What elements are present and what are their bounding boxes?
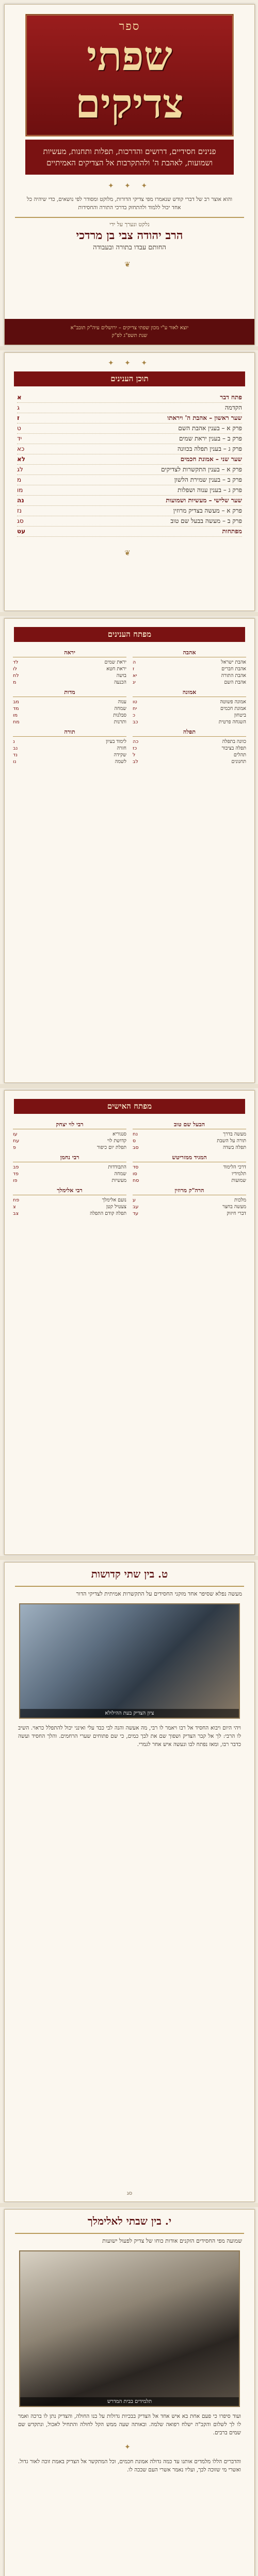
index-entry: תלמידיו סו <box>133 1171 246 1177</box>
toc-row: פרק ב – בענין יראת שמים יד <box>17 434 242 444</box>
page-gap <box>0 612 258 616</box>
index-group-head: יראה <box>13 649 126 657</box>
index-entry: ענוה מב <box>13 699 126 705</box>
toc-row: שער שני – אמונת חכמים לא <box>17 454 242 465</box>
divider <box>15 2233 244 2234</box>
index-entry: דרכי הלימוד סד <box>133 1164 246 1170</box>
index-entry: נועם אלימלך פח <box>13 1197 126 1203</box>
article-subtitle: מעשה נפלא שסיפר אחד מזקני החסידים על התקשרות אמיתית לצדיקי הדור <box>76 1590 242 1597</box>
index-entry: אהבת השם יג <box>133 680 246 685</box>
index-heading-1: מפתח הענינים <box>14 627 245 642</box>
title-box <box>25 14 234 137</box>
index-entry: אמונה פשוטה טו <box>133 699 246 705</box>
index-entry: דברי חיזוק עד <box>133 1211 246 1216</box>
toc-row: הקדמה ג <box>17 403 242 413</box>
index-entry: יראת שמים לד <box>13 659 126 665</box>
ornament-divider-2: ❦ <box>124 261 135 269</box>
index-right-column <box>133 646 246 765</box>
index-entry: תחנונים לב <box>133 759 246 765</box>
subtitle: פנינים חסידיים, דרושים והדרכות, תפלות ותחנות, מעשיות ושמועות, לאהבת ה' ולהתקרבות אל הצדיקים האמיתיים <box>43 147 216 167</box>
index-columns <box>13 1118 246 1217</box>
ornament-top: ✦ ✦ ✦ <box>107 359 152 367</box>
index-entry: אמונת חכמים יח <box>133 706 246 711</box>
cover-page <box>4 4 255 345</box>
index-left-column <box>13 646 126 765</box>
index-entry: תורה על השבת ס <box>133 1138 246 1144</box>
article-body-continued: והדברים הללו מלמדים אותנו עד כמה גדולה אמונת חכמים, וכל המתקשר אל הצדיק באמת זוכה לאור גדול. ואשרי מי שזוכה לכך, ועליו נאמר אשרי העם שככה לו. <box>18 2459 241 2473</box>
divider <box>15 1586 244 1587</box>
toc-row: פרק ב – בענין שמירת הלשון מ <box>17 475 242 485</box>
index-entry: שקידה נד <box>13 752 126 758</box>
index-group-head: רבי אלימלך <box>13 1187 126 1195</box>
index-entry: שמחה מד <box>13 706 126 711</box>
divider <box>15 217 244 218</box>
article-photo <box>19 1603 240 1719</box>
ornament-divider: ✦ ✦ ✦ <box>107 182 152 190</box>
index-columns <box>13 646 246 765</box>
article-title: י. בין שבתי לאלימלך <box>87 2215 172 2227</box>
index-heading-2: מפתח האישים <box>14 1099 245 1114</box>
page-gap <box>0 2203 258 2207</box>
index-group-head: המגיד ממזריטש <box>133 1154 246 1162</box>
toc-row: שער שלישי – מעשיות ושמועות נה <box>17 496 242 506</box>
index-right-column <box>133 1118 246 1217</box>
index-entry: השגחה פרטית כב <box>133 719 246 725</box>
index-group-head: רבי לוי יצחק <box>13 1121 126 1129</box>
toc-list <box>5 393 254 537</box>
index-entry: הכנעה מ <box>13 680 126 685</box>
index-group-head: הרה"ק מרוזין <box>133 1187 246 1195</box>
title-line-2: צדיקים <box>75 80 184 127</box>
index-entry: התבודדות פב <box>13 1164 126 1170</box>
toc-heading: תוכן הענינים <box>14 371 245 386</box>
index-group-head: תורה <box>13 728 126 737</box>
toc-row: פתח דבר א <box>17 393 242 403</box>
ornament-divider: ✦ <box>124 2443 135 2451</box>
index-entry: בושה לח <box>13 673 126 679</box>
page-gap <box>0 1556 258 1560</box>
description: והוא אוצר רב של דברי קודש שנאמרו מפי צדיקי הדורות, מלוקט ומסודר לפי נושאים, כדי שיהיה כל אחד יכול ללמוד ולהתחזק בדרכי התורה והחסידות <box>26 196 233 211</box>
article-subtitle: שמועה מפי החסידים הזקנים אודות כוחו של צדיק לפעול ישועות <box>102 2238 242 2244</box>
cover-footer <box>5 319 254 345</box>
toc-row: פרק א – בענין התקשרות לצדיקים לג <box>17 465 242 475</box>
index-left-column <box>13 1118 126 1217</box>
index-entry: לימוד בעיון נ <box>13 739 126 744</box>
index-entry: שמועות סח <box>133 1178 246 1183</box>
index-entry: לשמה נו <box>13 759 126 765</box>
index-entry: שמחה פד <box>13 1171 126 1177</box>
index-entry: אהבת התורה יא <box>133 673 246 679</box>
page-gap <box>0 346 258 350</box>
author-subtitle: החותם עבדו בתורה ובעבודה <box>93 244 166 251</box>
index-group-head: מדות <box>13 689 126 697</box>
index-entry: תפלה בשדה סב <box>133 1145 246 1150</box>
photo-caption: ציון הצדיק בעת ההילולא <box>20 1709 239 1718</box>
index-entry: יראת חטא לו <box>13 666 126 672</box>
article-body: ועוד סיפרו כי פעם אחת בא איש אחד אל הצדיק בבכיות גדולות על בנו החולה, והצדיק נתן לו ברכה ואמר לו לך לשלום והקב"ה ישלח רפואה שלמה. ובאותה שעה ממש הקל לחולה והתחיל לאכול, ונתקדש שם שמים ברבים. <box>18 2413 241 2436</box>
index-entry: תפלת יום כיפור פ <box>13 1145 126 1150</box>
index-entry: תהלים ל <box>133 752 246 758</box>
index-entry: סנגוריא עו <box>13 1131 126 1137</box>
index-entry: תפלה קודם התפלה צב <box>13 1211 126 1216</box>
toc-row: פרק א – מעשה בצדיק מרוזין נז <box>17 506 242 516</box>
index-entry: מלכות ע <box>133 1197 246 1203</box>
index-entry: כוונה בתפלה כה <box>133 739 246 744</box>
index-entry: ותרנות מח <box>13 719 126 725</box>
article-title: ט. בין שתי קדושות <box>91 1568 168 1580</box>
index-entry: מעשיות פו <box>13 1178 126 1183</box>
publisher-info: יוצא לאור ע"י מכון שפתי צדיקים – ירושלים עיה"ק תובב"א <box>70 325 189 331</box>
ornament-bottom: ❦ <box>124 549 135 557</box>
toc-row: שער ראשון – אהבת ה' ויראתו ז <box>17 413 242 423</box>
toc-row: פרק ג – בענין תפלה בכוונה כא <box>17 444 242 454</box>
toc-row: מפתחות עט <box>17 527 242 537</box>
article-body: ויהי היום ויבוא החסיד אל רבו ויאמר לו רבי, מה אעשה והנה לבי כבד עלי ואינני יכול להתפלל כראוי. השיב לו הרבי: לך אל קבר הצדיק ושפוך שם את לבך כמים, כי שם פתוחים שערי הרחמים. והלך החסיד ועשה כדבר רבו, ומאז נפתח לבו ונעשה איש אחר לגמרי. <box>18 1725 241 1748</box>
index-entry: אהבת חברים ז <box>133 666 246 672</box>
article-page-2 <box>4 2209 255 2576</box>
index-entry: קדושת לוי עח <box>13 1138 126 1144</box>
index-group-head: תפלה <box>133 728 246 737</box>
index-entry: ביטחון כ <box>133 713 246 718</box>
index-entry: צעטיל קטן צ <box>13 1204 126 1210</box>
index-group-head: אמונה <box>133 689 246 697</box>
index-entry: סבלנות מו <box>13 713 126 718</box>
index-page-2 <box>4 1090 255 1555</box>
author-label: נלקט ונערך על ידי <box>109 221 150 228</box>
page-number: סג <box>126 2191 133 2196</box>
author-name: הרב יהודה צבי בן מרדכי <box>76 229 183 242</box>
toc-page <box>4 352 255 611</box>
index-group-head: אהבה <box>133 649 246 657</box>
book-word: ספר <box>119 20 140 33</box>
publication-year: שנת תשפ"ג לפ"ק <box>111 333 148 338</box>
index-entry: אהבת ישראל ה <box>133 659 246 665</box>
article-page-1 <box>4 1562 255 2202</box>
index-group-head: הבעל שם טוב <box>133 1121 246 1129</box>
index-page-1 <box>4 618 255 1083</box>
index-entry: מעשה בדרך נח <box>133 1131 246 1137</box>
photo-caption: תלמידים בבית המדרש <box>20 2397 239 2406</box>
page-gap <box>0 1084 258 1088</box>
index-entry: חזרה נב <box>13 745 126 751</box>
toc-row: פרק ג – בענין ענוה ושפלות מו <box>17 485 242 496</box>
subtitle-band <box>25 140 234 175</box>
toc-row: פרק ב – מעשה בבעל שם טוב סג <box>17 516 242 527</box>
title-line-1: שפתי <box>87 33 172 80</box>
article-photo <box>19 2250 240 2407</box>
toc-row: פרק א – בענין אהבת השם ט <box>17 423 242 434</box>
index-entry: מעשה בחצר עב <box>133 1204 246 1210</box>
index-group-head: רבי נחמן <box>13 1154 126 1162</box>
index-entry: תפלה בציבור כז <box>133 745 246 751</box>
